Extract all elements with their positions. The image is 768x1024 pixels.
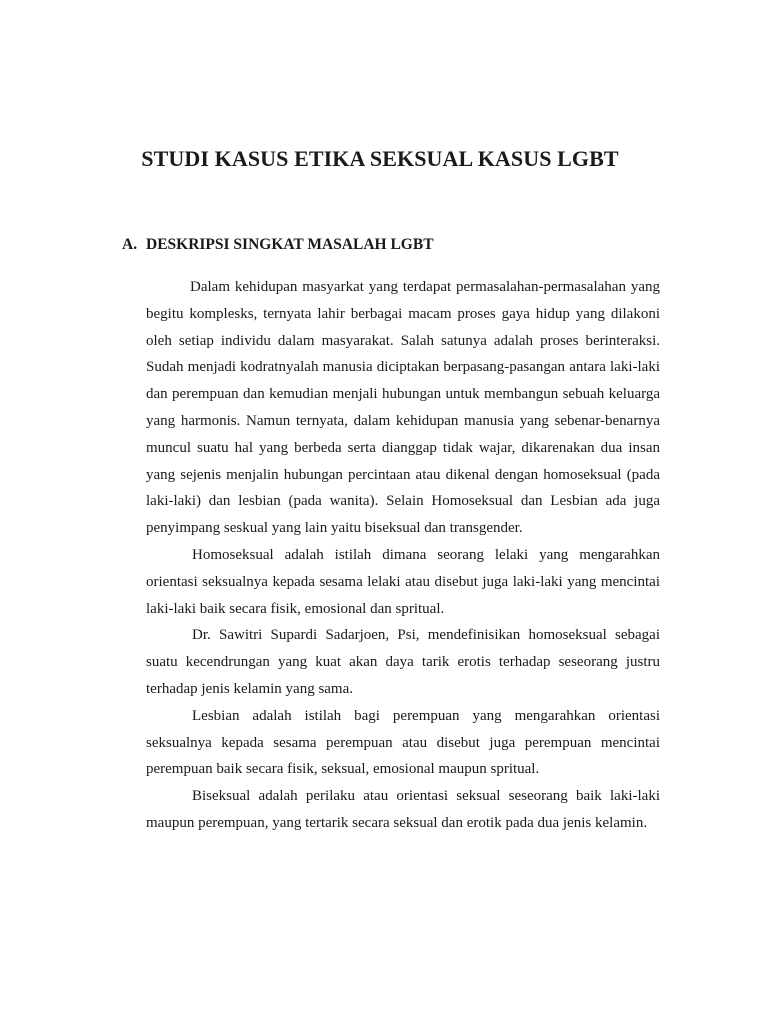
section-heading (122, 236, 434, 254)
body-text (146, 274, 660, 837)
section-letter: A. (122, 236, 138, 253)
section-heading-text: DESKRIPSI SINGKAT MASALAH LGBT (146, 236, 434, 253)
paragraph-homoseksual: Homoseksual adalah istilah dimana seorang lelaki yang mengarahkan orientasi seksualnya kepada sesama lelaki atau disebut juga laki-laki yang mencintai laki-laki baik secara fisik, emosional dan spritual. (146, 546, 660, 617)
paragraph-definition: Dr. Sawitri Supardi Sadarjoen, Psi, mendefinisikan homoseksual sebagai suatu kecendrungan yang kuat akan daya tarik erotis terhadap seseorang justru terhadap jenis kelamin yang sama. (146, 627, 660, 697)
paragraph-biseksual: Biseksual adalah perilaku atau orientasi seksual seseorang baik laki-laki maupun perempuan, yang tertarik secara seksual dan erotik pada dua jenis kelamin. (146, 788, 660, 831)
paragraph-lesbian: Lesbian adalah istilah bagi perempuan yang mengarahkan orientasi seksualnya kepada sesama perempuan atau disebut juga perempuan mencintai perempuan baik secara fisik, seksual, emosional maupun spritual. (146, 707, 660, 778)
paragraph-intro: Dalam kehidupan masyarkat yang terdapat permasalahan-permasalahan yang begitu komplesks, ternyata lahir berbagai macam proses gaya hidup yang dilakoni oleh setiap individu dalam masyarakat. Salah satunya adalah proses berinteraksi. Sudah menjadi kodratnyalah manusia diciptakan berpasang-pasangan antara laki-laki dan perempuan dan kemudian menjali hubungan untuk membangun sebuah keluarga yang harmonis. Namun ternyata, dalam kehidupan manusia yang sebenar-benarnya muncul suatu hal yang berbeda serta dianggap tidak wajar, dikarenakan dua insan yang sejenis menjalin hubungan percintaan atau dikenal dengan homoseksual (pada laki-laki) dan lesbian (pada wanita). Selain Homoseksual dan Lesbian ada juga penyimpang seskual yang lain yaitu biseksual dan transgender. (146, 279, 660, 537)
document-title: STUDI KASUS ETIKA SEKSUAL KASUS LGBT (141, 146, 619, 171)
